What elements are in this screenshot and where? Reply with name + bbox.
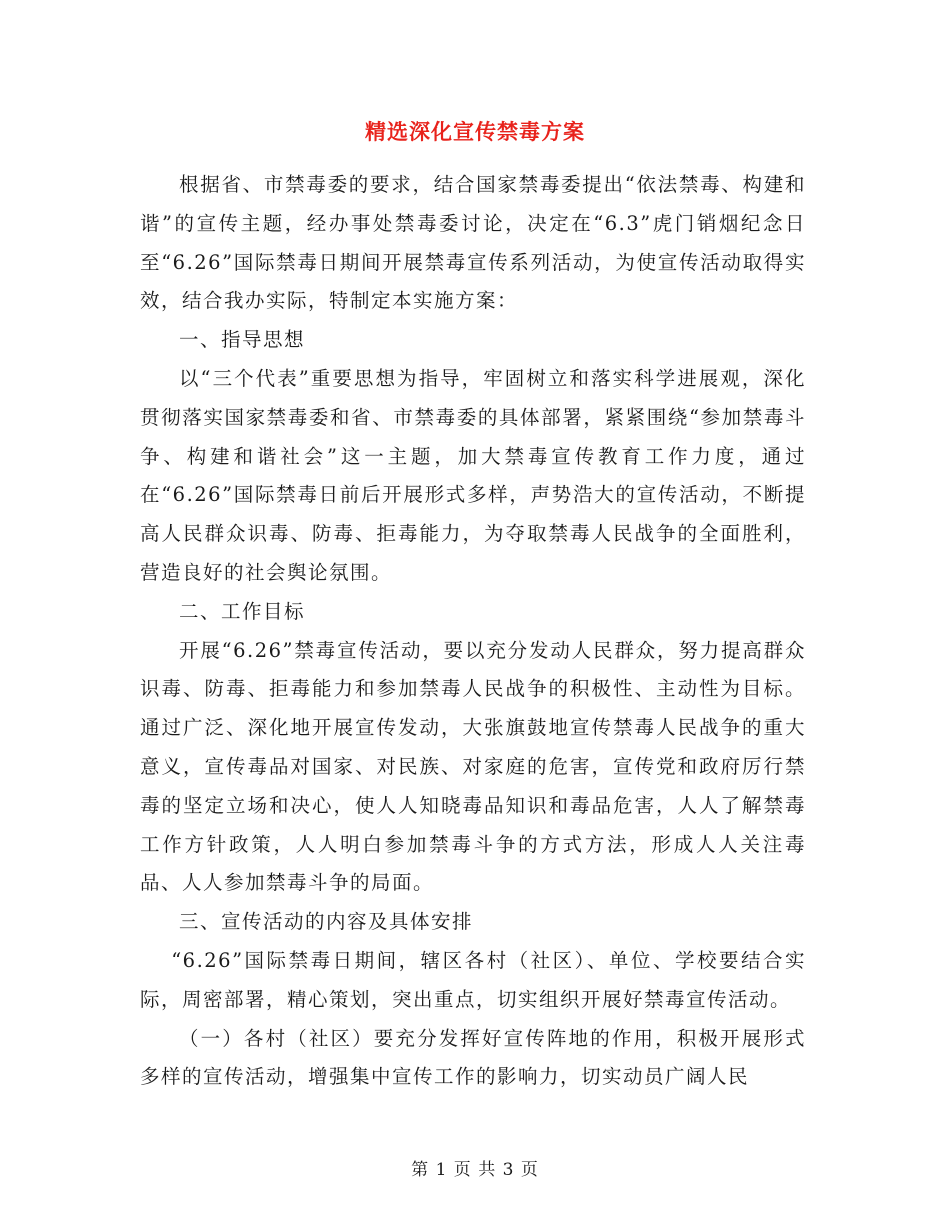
activities-paragraph: “6.26”国际禁毒日期间，辖区各村（社区）、单位、学校要结合实际，周密部署，精心策划，突出重点，切实组织开展好禁毒宣传活动。	[140, 948, 806, 1011]
intro-paragraph: 根据省、市禁毒委的要求，结合国家禁毒委提出“依法禁毒、构建和谐”的宣传主题，经办事处禁毒委讨论，决定在“6.3”虎门销烟纪念日至“6.26”国际禁毒日期间开展禁毒宣传系列活动，为使宣传活动取得实效，结合我办实际，特制定本实施方案：	[140, 173, 806, 313]
guiding-ideology-paragraph: 以“三个代表”重要思想为指导，牢固树立和落实科学进展观，深化贯彻落实国家禁毒委和省、市禁毒委的具体部署，紧紧围绕“参加禁毒斗争、构建和谐社会”这一主题，加大禁毒宣传教育工作力度，通过在“6.26”国际禁毒日前后开展形式多样，声势浩大的宣传活动，不断提高人民群众识毒、防毒、拒毒能力，为夺取禁毒人民战争的全面胜利，营造良好的社会舆论氛围。	[140, 366, 806, 584]
document-body	[140, 166, 806, 1097]
work-goals-paragraph: 开展“6.26”禁毒宣传活动，要以充分发动人民群众，努力提高群众识毒、防毒、拒毒能力和参加禁毒人民战争的积极性、主动性为目标。通过广泛、深化地开展宣传发动，大张旗鼓地宣传禁毒人民战争的重大意义，宣传毒品对国家、对民族、对家庭的危害，宣传党和政府厉行禁毒的坚定立场和决心，使人人知晓毒品知识和毒品危害，人人了解禁毒工作方针政策，人人明白参加禁毒斗争的方式方法，形成人人关注毒品、人人参加禁毒斗争的局面。	[140, 638, 806, 895]
page-number: 第 1 页 共 3 页	[411, 1160, 539, 1180]
section-heading-guiding-ideology: 一、指导思想	[179, 328, 306, 352]
section-heading-work-goals: 二、工作目标	[179, 599, 306, 623]
section-heading-activities: 三、宣传活动的内容及具体安排	[179, 910, 474, 934]
item-one-paragraph: （一）各村（社区）要充分发挥好宣传阵地的作用，积极开展形式多样的宣传活动，增强集中宣传工作的影响力，切实动员广阔人民	[140, 1026, 806, 1089]
document-title: 精选深化宣传禁毒方案	[365, 119, 585, 144]
